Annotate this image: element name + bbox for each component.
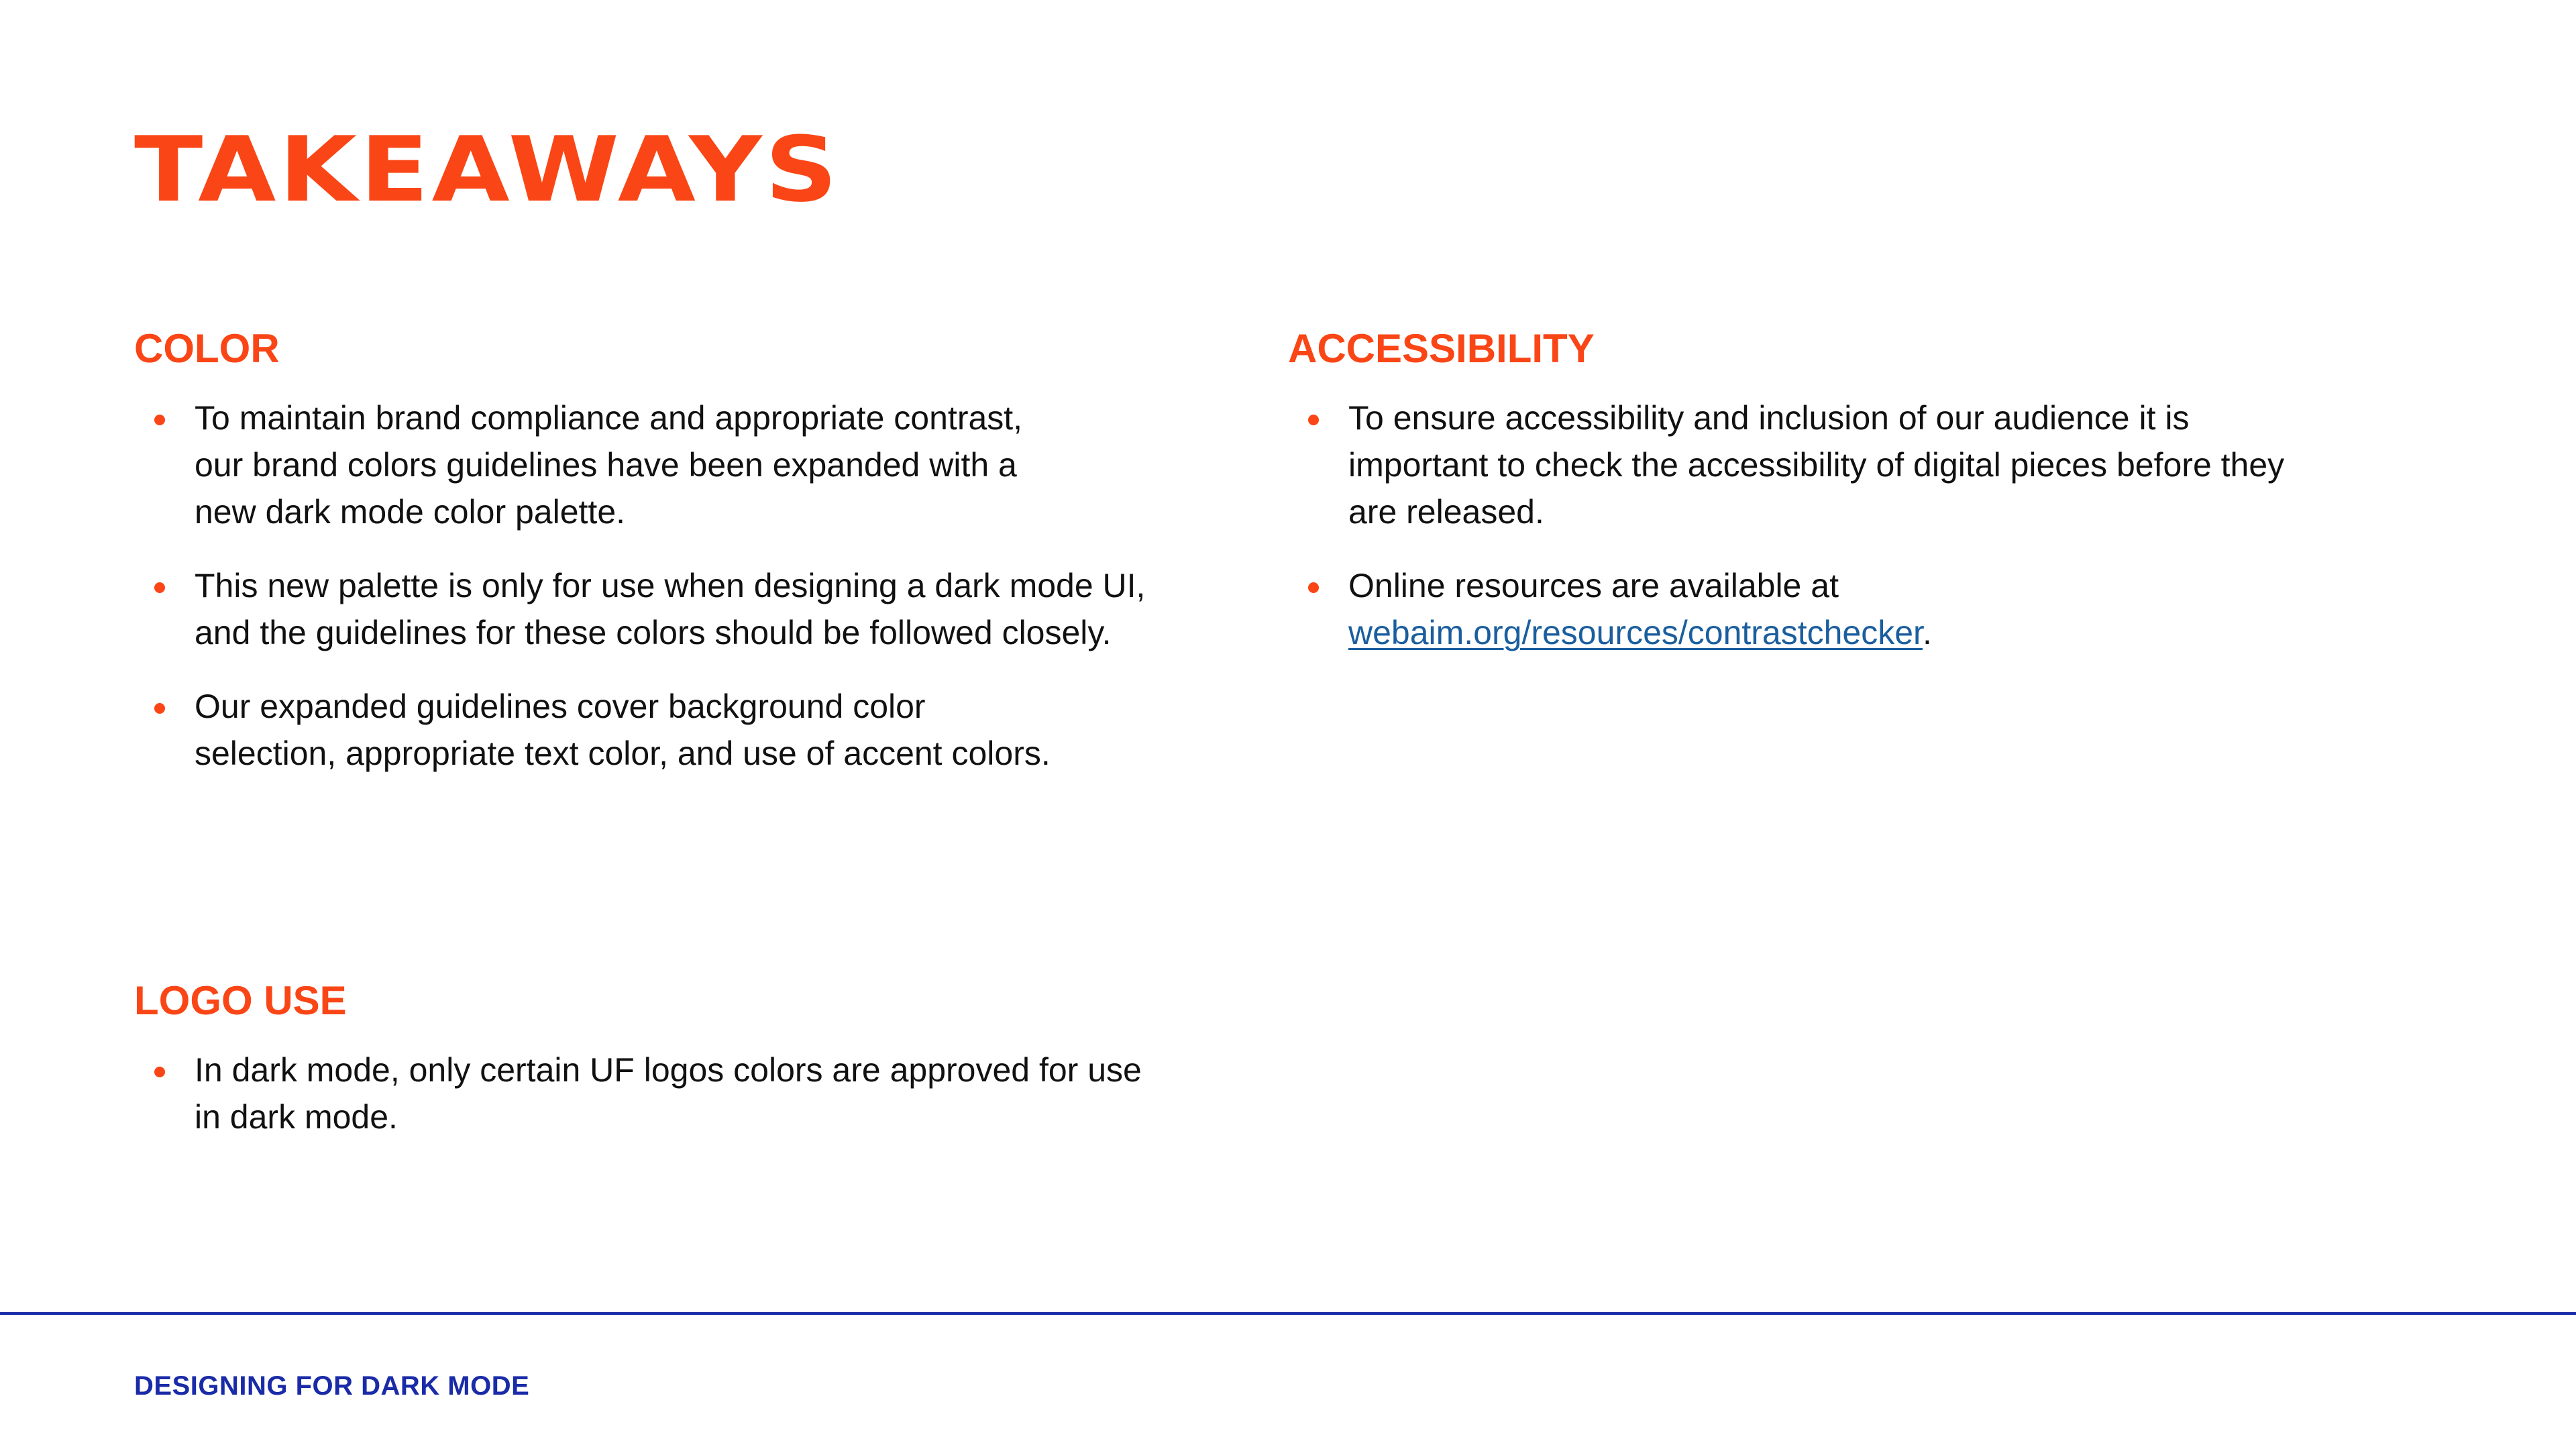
logo-use-list (134, 1046, 1167, 1140)
bullet-icon (154, 1067, 165, 1077)
bullet-icon (154, 703, 165, 714)
bullet-icon (154, 582, 165, 593)
list-item (134, 394, 1067, 535)
contrast-checker-link[interactable]: webaim.org/resources/contrastchecker (1348, 614, 1923, 651)
accessibility-list (1288, 394, 2321, 656)
color-heading: COLOR (134, 326, 280, 371)
footer-label: DESIGNING FOR DARK MODE (134, 1371, 530, 1401)
footer-divider (0, 1312, 2576, 1315)
bullet-icon (1308, 415, 1319, 425)
list-item (1288, 394, 2328, 535)
list-item-text: This new palette is only for use when designing a dark mode UI, and the guidelines for these colors should be followed closely. (195, 567, 1146, 651)
list-item (1288, 562, 2140, 656)
bullet-icon (1308, 582, 1319, 593)
list-item-text: Online resources are available at (1348, 567, 1839, 604)
list-item-text: To ensure accessibility and inclusion of our audience it is important to check the accessibility of digital pieces before they are released. (1348, 399, 2285, 531)
accessibility-section (1288, 322, 2321, 683)
logo-use-heading: LOGO USE (134, 978, 347, 1023)
bullet-icon (154, 415, 165, 425)
list-item-text: Our expanded guidelines cover background color selection, appropriate text color, and use of accent colors. (195, 688, 1051, 772)
list-item-text: In dark mode, only certain UF logos colors are approved for use in dark mode. (195, 1051, 1142, 1136)
logo-use-section (134, 974, 1167, 1167)
color-section (134, 322, 1167, 804)
color-list (134, 394, 1167, 777)
list-item (134, 683, 1067, 777)
list-item (134, 1046, 1174, 1140)
list-item (134, 562, 1147, 656)
page-title: TAKEAWAYS (134, 117, 841, 222)
list-item-text: To maintain brand compliance and appropriate contrast, our brand colors guidelines have been expanded with a new dark mode color palette. (195, 399, 1023, 531)
accessibility-heading: ACCESSIBILITY (1288, 326, 1595, 371)
link-suffix: . (1922, 614, 1932, 651)
